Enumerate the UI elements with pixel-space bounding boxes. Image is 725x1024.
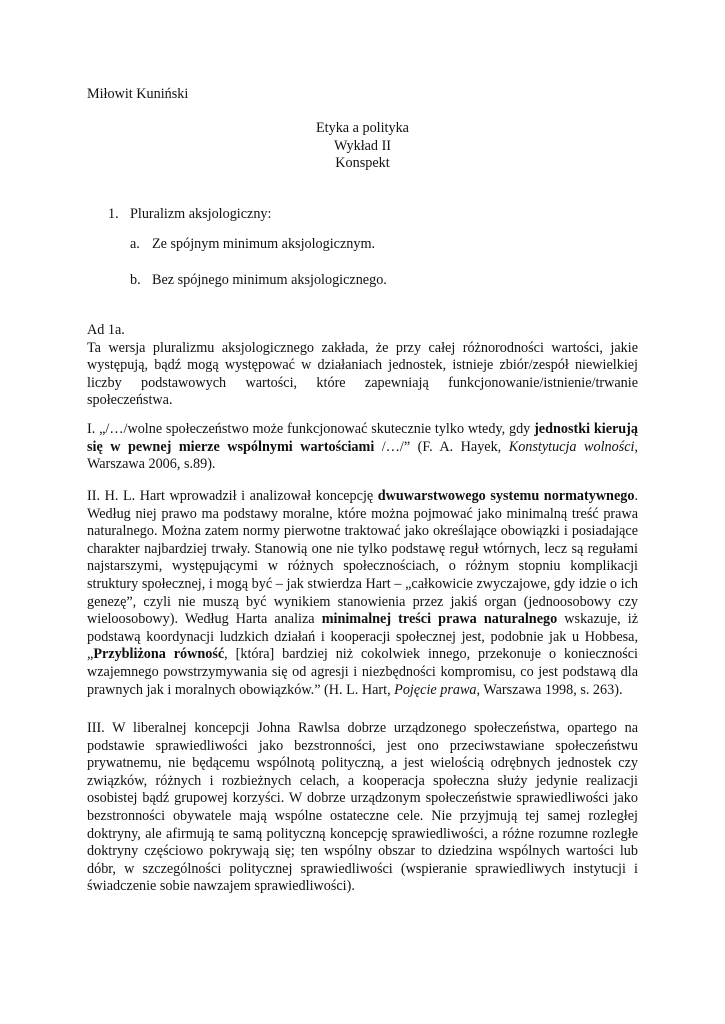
- bold-text: minimalnej treści prawa naturalnego: [321, 611, 558, 628]
- title-line: Etyka a polityka: [316, 120, 409, 136]
- paragraph-text: Ta wersja pluralizmu aksjologicznego zakłada, że przy całej różnorodności wartości, jakie występują, bądź mogą występować w działaniach jednostek, istnieje zbiór/zespół niewielkiej liczby podstawowych wartości, które zapewniają funkcjonowanie/istnienie/trwanie społeczeństwa.: [87, 339, 638, 409]
- paragraph-section-i: [87, 421, 638, 474]
- bold-text: dwuwarstwowego systemu normatywnego: [377, 488, 635, 504]
- sub-list-letter: b.: [130, 272, 141, 288]
- sub-list-text: Ze spójnym minimum aksjologicznym.: [152, 236, 376, 252]
- text-run: wskazuje, iż podstawą koordynacji ludzkich działań i kooperacji społecznej jest, podobnie jak u Hobbesa, „: [87, 611, 639, 663]
- subtitle-line: Wykład II: [333, 137, 392, 154]
- text-run: I. „/…/wolne społeczeństwo może funkcjonować skutecznie tylko wtedy, gdy: [87, 421, 535, 437]
- bold-text: jednostki kierują się w pewnej mierze wspólnymi wartościami: [87, 421, 638, 455]
- text-run: II. H. L. Hart wprowadził i analizował koncepcję: [87, 488, 378, 504]
- paragraph-heading: Ad 1a.: [87, 322, 125, 338]
- text-run: , Warszawa 1998, s. 263).: [476, 681, 623, 698]
- bold-text: Przybliżona równość: [93, 646, 225, 663]
- sub-list-item: [130, 272, 387, 289]
- text-run: /…/” (F. A. Hayek,: [374, 438, 509, 455]
- lecture-title: [0, 120, 725, 173]
- sub-list-item: [130, 236, 375, 253]
- text-run: , Warszawa 2006, s.89).: [87, 438, 638, 473]
- list-item: [108, 206, 271, 223]
- paragraph-ad-1a: [87, 322, 638, 410]
- sub-list-text: Bez spójnego minimum aksjologicznego.: [152, 272, 387, 288]
- author-name: Miłowit Kuniński: [87, 86, 189, 102]
- paragraph-section-ii: [87, 488, 638, 699]
- list-text: Pluralizm aksjologiczny:: [130, 206, 272, 222]
- italic-title: Pojęcie prawa: [394, 681, 477, 698]
- italic-title: Konstytucja wolności: [508, 438, 635, 455]
- paragraph-section-iii: III. W liberalnej koncepcji Johna Rawlsa dobrze urządzonego społeczeństwa, opartego na podstawie sprawiedliwości jako bezstronności, jest ono przeciwstawiane społeczeństwu prywatnemu, nie będącemu wspólnotą polityczną, a jest wielością odrębnych jednostek czy związków, różnych i rozbieżnych celach, a kooperacja społeczna służy jedynie realizacji osobistej bądź grupowej korzyści. W dobrze urządzonym społeczeństwie sprawiedliwości jako bezstronności obywatele mają wspólne ostateczne cele. Nie przyjmują tej samej rozległej doktryny, ale afirmują te samą polityczną koncepcję sprawiedliwości, a różne rozumne rozległe doktryny częściowo pokrywają się; ten wspólny obszar to dziedzina wspólnych wartości lub dóbr, w szczególności politycznej sprawiedliwości (wspieranie sprawiedliwych instytucji i świadczenie sobie nawzajem sprawiedliwości).: [87, 720, 638, 895]
- subtitle-line: Konspekt: [335, 155, 390, 171]
- text-run: , [która] bardziej niż cokolwiek innego, przekonuje o konieczności wzajemnego powstrzymywania się od agresji i niezbędności kompromisu, co jest podstawą dla prawnych jak i moralnych obowiązków.” (H. L. Hart,: [87, 646, 639, 698]
- list-number: 1.: [108, 206, 119, 222]
- text-run: . Według niej prawo ma podstawy moralne, które można pojmować jako minimalną treść prawa naturalnego. Można zatem normy pierwotne traktować jako określające obowiązki i posiadające charakter najbardziej trwały. Stanowią one nie tylko podstawę reguł wtórnych, lecz są regułami najstarszymi, występującymi w różnych społecznościach, o różnym stopniu komplikacji struktury społecznej, i mogą być – jak stwierdza Hart – „całkowicie zwyczajowe, gdy idzie o ich genezę”, czyli nie muszą być wynikiem stanowienia przez jakiś organ (jednoosobowy czy wieloosobowy). Według Harta analiza: [87, 488, 638, 628]
- sub-list-letter: a.: [130, 236, 140, 252]
